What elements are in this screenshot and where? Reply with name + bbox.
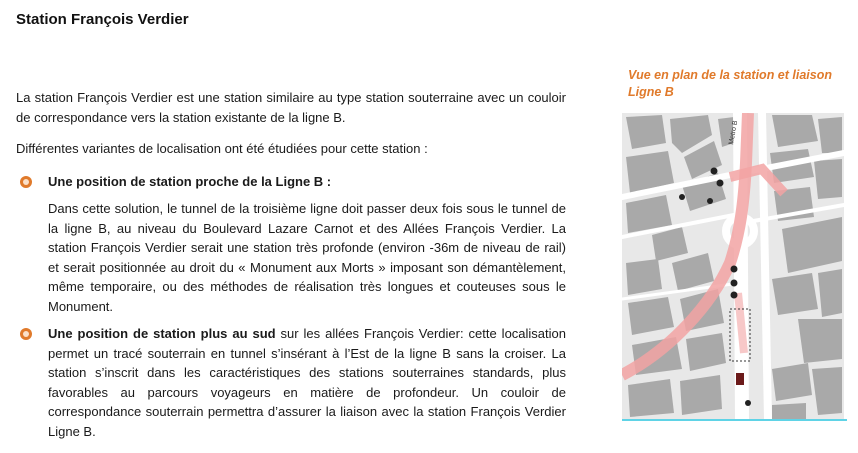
bullet-icon — [20, 176, 32, 188]
intro-paragraph: La station François Verdier est une station similaire au type station souterraine avec un couloir de correspondance vers la station existante de la ligne B. — [16, 90, 566, 125]
map-label: Metro B — [728, 119, 740, 146]
page-title: Station François Verdier — [16, 11, 189, 28]
option-item — [16, 324, 566, 441]
main-text — [16, 88, 566, 449]
map-baseline — [622, 419, 847, 421]
option-paragraph — [48, 324, 566, 441]
option-body: Dans cette solution, le tunnel de la troisième ligne doit passer deux fois sous le tunnel de la ligne B, au niveau du Boulevard Lazare Carnot et des Allées François Verdier. La station François Verdier serait une station très profonde (environ -36m de niveau de rail) et serait positionnée au droit du « Monument aux Morts » imposant son démantèlement, même temporaire, ou des méthodes de réalisation très longues et couteuses sous le Monument. — [48, 201, 566, 314]
option-item — [16, 172, 566, 317]
option-body: sur les allées François Verdier: cette localisation permet un tracé souterrain en tunnel s’insérant à l’Est de la ligne B sans la croiser. La station s’inscrit dans les caractéristiques des stations souterraines standards, plus favorables au parcours voyageurs en matière de profondeur. Un couloir de correspondance souterrain permettra d’assurer la liaison avec la station François Verdier Ligne B. — [48, 326, 566, 439]
bullet-icon — [20, 328, 32, 340]
variants-intro: Différentes variantes de localisation ont été étudiées pour cette station : — [16, 141, 428, 156]
option-heading: Une position de station proche de la Ligne B : — [48, 173, 332, 189]
station-plan-map — [622, 113, 844, 420]
figure-caption: Vue en plan de la station et liaison Ligne B — [628, 68, 832, 99]
option-heading: Une position de station plus au sud — [48, 326, 276, 341]
